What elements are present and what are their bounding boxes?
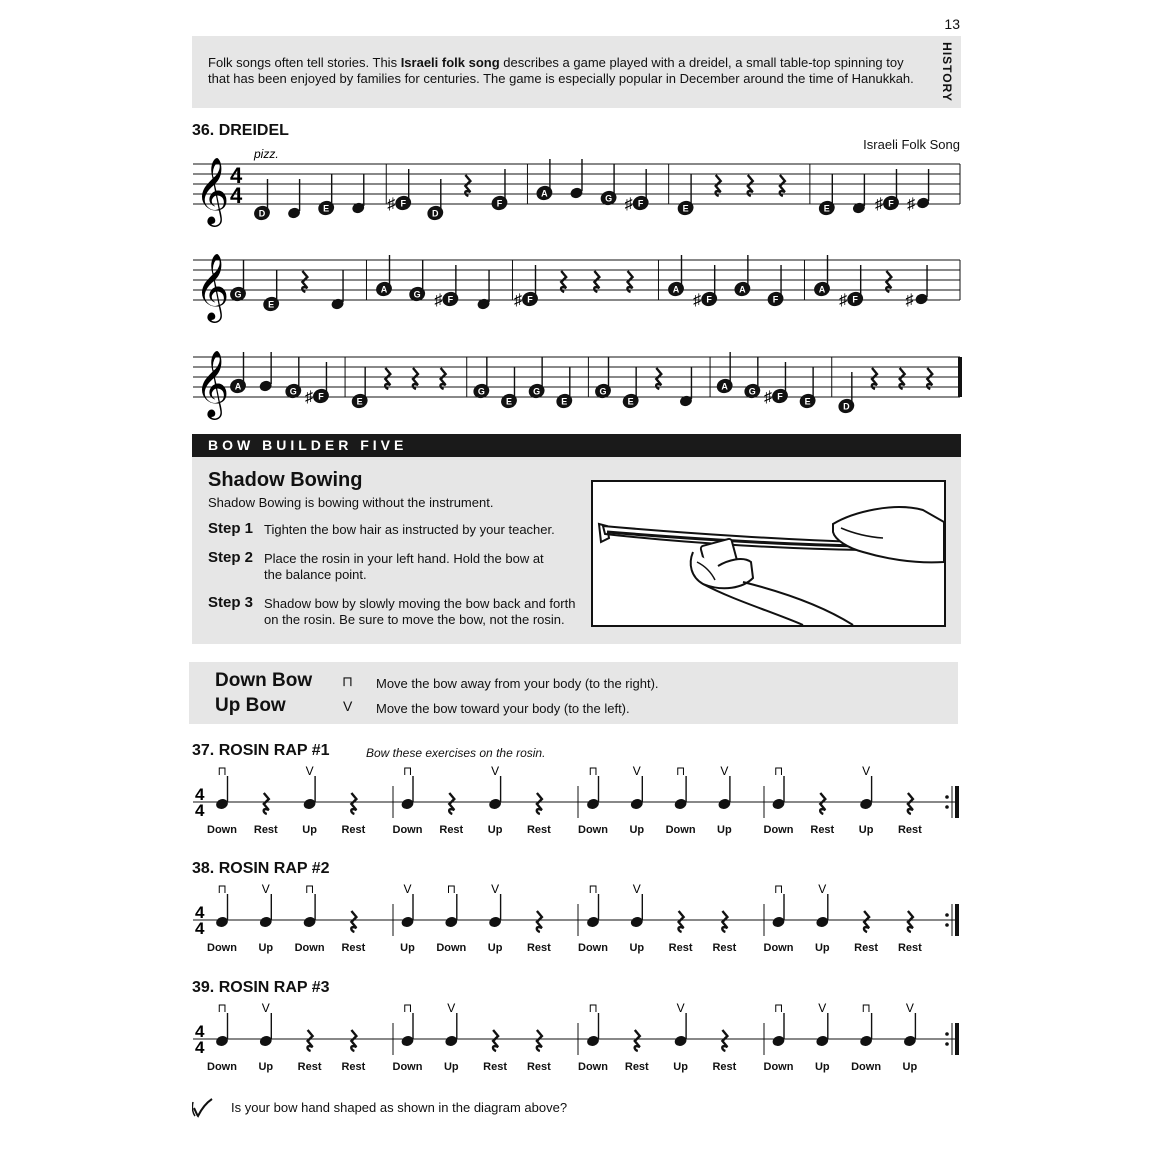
quarter-rest [594,271,599,292]
up-bow-icon: V [261,1001,270,1015]
note-letter: F [706,294,712,305]
quarter-rest [908,793,913,814]
quarter-rest [927,368,932,389]
staff-system [193,158,960,227]
beat-label: Down [207,1061,237,1073]
shadow-bowing-intro: Shadow Bowing is bowing without the instrument. [208,495,494,510]
quarter-rest [351,1030,356,1051]
step-1-label: Step 1 [208,520,254,537]
beat-label: Down [436,942,467,954]
rosin-rap-scores [0,740,1152,1100]
quarter-rest [307,1030,312,1051]
quarter-rest [656,368,661,389]
beat-label: Down [763,942,794,954]
time-signature-top: 4 [195,1022,205,1041]
exercise-38-title: 38. ROSIN RAP #2 [192,860,330,877]
beat-label: Up [717,824,732,836]
step-3-text: Shadow bow by slowly moving the bow back and forth on the rosin. Be sure to move the bow, not the rosin. [264,596,576,627]
note-letter: F [447,294,454,305]
quarter-rest [900,368,905,389]
beat-label: Rest [897,824,922,836]
up-bow-icon: V [818,882,827,896]
staff-system [193,351,960,420]
down-bow-icon: ⊓ [402,764,413,778]
sharp-icon: ♯ [514,292,522,309]
step-2-text: Place the rosin in your left hand. Hold the bow at the balance point. [264,551,544,582]
note-letter: A [541,188,548,199]
down-bow-icon: ⊓ [773,764,784,778]
sharp-icon: ♯ [693,292,702,309]
beat-label: Up [814,942,830,954]
up-bow-icon: V [491,764,500,778]
up-bow-icon: V [905,1001,914,1015]
beat-label: Rest [624,1061,649,1073]
note-letter: E [323,203,330,214]
rhythm-staff [193,764,958,820]
down-bow-icon: ⊓ [861,1001,871,1015]
beat-label: Rest [483,1061,508,1073]
down-bow-icon: ⊓ [217,1001,227,1015]
page-number: 13 [944,16,960,32]
repeat-dot [945,795,949,799]
quarter-rest [493,1030,498,1051]
beat-label: Up [487,942,503,954]
shadow-bowing-illustration [591,480,946,627]
note-letter: G [599,386,607,397]
note-letter: G [748,386,756,397]
beat-label: Down [207,942,237,954]
beat-label: Rest [439,824,464,836]
bowing-legend-box [189,662,958,724]
up-bow-icon: V [403,882,412,896]
beat-label: Down [207,824,237,836]
quarter-rest [635,1030,640,1051]
repeat-dot [945,923,949,927]
down-bow-icon: ⊓ [588,1001,598,1015]
note-letter: F [400,198,406,209]
note-letter: A [721,381,728,392]
note-letter: A [739,284,746,295]
up-bow-icon: V [447,1001,456,1015]
note-letter: G [477,386,485,397]
pizz-marking: pizz. [254,147,279,161]
note-letter: E [804,396,811,407]
up-bow-icon: V [305,764,314,778]
up-bow-icon: V [818,1001,827,1015]
quarter-rest [440,368,445,389]
time-signature-bottom: 4 [195,801,205,820]
exercise-37-title: 37. ROSIN RAP #1 [192,742,330,759]
quarter-rest [537,911,542,932]
treble-clef-icon: 𝄞 [195,158,230,223]
up-bow-icon: V [632,764,641,778]
quarter-rest [716,175,721,196]
quarter-rest [351,793,356,814]
sharp-icon: ♯ [839,292,848,309]
note-letter: A [234,381,242,392]
time-signature-top: 4 [195,903,205,922]
note-letter: F [318,391,324,402]
up-bow-icon: V [720,764,729,778]
time-signature-bottom: 4 [195,919,205,938]
beat-label: Rest [854,942,879,954]
song-title: 36. DREIDEL [192,122,289,139]
repeat-dot [945,913,949,917]
down-bow-icon: ⊓ [304,882,315,896]
beat-label: Rest [712,1061,737,1073]
beat-label: Down [294,942,325,954]
quarter-rest [678,911,683,932]
checklist-question: Is your bow hand shaped as shown in the diagram above? [231,1100,568,1115]
bow-builder-bar-label: BOW BUILDER FIVE [208,437,408,453]
beat-label: Rest [526,824,551,836]
quarter-rest [722,1030,727,1051]
down-bow-symbol: ⊓ [342,673,353,689]
sharp-icon: ♯ [624,196,633,213]
quarter-rest [908,911,913,932]
quarter-rest [820,793,825,814]
note-letter: F [888,198,894,209]
note-letter: F [496,198,503,209]
repeat-dot [945,1042,949,1046]
note-letter: D [843,401,850,412]
quarter-rest [627,271,632,292]
beat-label: Down [392,824,423,836]
beat-label: Up [629,824,645,836]
down-bow-description: Move the bow away from your body (to the right). [376,676,659,691]
dreidel-score [0,0,1152,430]
note-letter: F [527,294,533,305]
treble-clef-icon: 𝄞 [195,351,230,416]
beat-label: Up [302,824,317,836]
time-signature-top: 4 [230,163,243,188]
repeat-dot [945,805,949,809]
note-letter: G [413,289,421,300]
down-bow-label: Down Bow [215,670,313,691]
note-letter: A [672,284,680,295]
down-bow-icon: ⊓ [588,882,598,896]
quarter-rest [449,793,454,814]
time-signature-bottom: 4 [195,1038,205,1057]
down-bow-icon: ⊓ [675,764,686,778]
note-letter: E [505,396,512,407]
beat-label: Up [858,824,874,836]
exercise-39-title: 39. ROSIN RAP #3 [192,979,330,996]
down-bow-icon: ⊓ [588,764,598,778]
down-bow-icon: ⊓ [402,1001,413,1015]
beat-label: Down [851,1061,882,1073]
beat-label: Rest [341,1061,366,1073]
history-tab-label: HISTORY [940,42,954,102]
sharp-icon: ♯ [905,292,914,309]
beat-label: Up [258,1061,274,1073]
note-letter: E [561,396,568,407]
quarter-rest [465,175,470,196]
history-text-part: Folk songs often tell stories. This [208,55,401,70]
rhythm-staff [193,882,958,938]
quarter-rest [385,368,390,389]
quarter-rest [302,271,307,292]
time-signature-bottom: 4 [230,183,243,208]
beat-label: Up [629,942,645,954]
down-bow-icon: ⊓ [217,764,227,778]
beat-label: Rest [253,824,278,836]
beat-label: Rest [712,942,737,954]
beat-label: Down [763,824,794,836]
beat-label: Up [400,942,415,954]
down-bow-icon: ⊓ [773,1001,784,1015]
note-letter: G [533,386,541,397]
note-letter: E [268,299,275,310]
beat-label: Down [392,1061,423,1073]
treble-clef-icon: 𝄞 [195,254,230,319]
note-letter: E [627,396,634,407]
down-bow-icon: ⊓ [446,882,456,896]
rhythm-staff [193,1001,958,1057]
beat-label: Rest [668,942,693,954]
step-2-label: Step 2 [208,549,254,566]
note-letter: E [823,203,830,214]
down-bow-icon: ⊓ [217,882,227,896]
up-bow-icon: V [632,882,641,896]
quarter-rest [351,911,356,932]
checkmark-icon [192,1098,214,1118]
beat-label: Rest [526,942,551,954]
quarter-rest [780,175,785,196]
quarter-rest [537,793,542,814]
shadow-bowing-title: Shadow Bowing [208,469,363,491]
bow-builder-bar [192,434,961,457]
staff-system [193,254,960,323]
beat-label: Down [578,942,608,954]
beat-label: Rest [810,824,835,836]
note-letter: D [432,208,439,219]
time-signature-top: 4 [195,785,205,804]
sharp-icon: ♯ [874,196,883,213]
note-letter: F [852,294,858,305]
beat-label: Rest [341,942,366,954]
beat-label: Down [578,1061,608,1073]
up-bow-icon: V [261,882,270,896]
exercise-37-subtitle: Bow these exercises on the rosin. [366,746,546,760]
note-letter: E [356,396,363,407]
down-bow-icon: ⊓ [773,882,784,896]
quarter-rest [561,271,566,292]
beat-label: Down [665,824,696,836]
quarter-rest [537,1030,542,1051]
history-text-part: describes a game played with a dreidel, a small table-top spinning toy that has been enjoyed by families for centuries. The game is especially popular in December around the time of Hanukkah. [208,55,914,86]
note-letter: G [605,193,613,204]
up-bow-label: Up Bow [215,695,286,716]
note-letter: A [380,284,388,295]
beat-label: Rest [341,824,366,836]
sharp-icon: ♯ [434,292,443,309]
quarter-rest [864,911,869,932]
history-text-bold: Israeli folk song [400,55,500,70]
beat-label: Up [902,1061,918,1073]
quarter-rest [413,368,418,389]
beat-label: Up [487,824,503,836]
composer: Israeli Folk Song [863,137,960,152]
up-bow-icon: V [676,1001,685,1015]
sharp-icon: ♯ [387,196,396,213]
repeat-dot [945,1032,949,1036]
note-letter: F [637,198,644,209]
beat-label: Up [814,1061,830,1073]
quarter-rest [886,271,891,292]
beat-label: Rest [526,1061,551,1073]
beat-label: Up [673,1061,688,1073]
shadow-bowing-box [192,457,961,644]
step-3-label: Step 3 [208,594,254,611]
beat-label: Rest [897,942,922,954]
note-letter: G [234,289,242,300]
sharp-icon: ♯ [304,389,313,406]
note-letter: D [258,208,266,219]
beat-label: Rest [297,1061,322,1073]
up-bow-description: Move the bow toward your body (to the left). [376,701,630,716]
up-bow-icon: V [862,764,871,778]
beat-label: Down [763,1061,794,1073]
note-letter: A [818,284,826,295]
beat-label: Down [578,824,608,836]
up-bow-symbol: V [343,698,353,714]
quarter-rest [722,911,727,932]
beat-label: Up [258,942,274,954]
up-bow-icon: V [491,882,500,896]
note-letter: F [772,294,779,305]
sharp-icon: ♯ [907,196,916,213]
quarter-rest [748,175,753,196]
step-1-text: Tighten the bow hair as instructed by your teacher. [264,522,555,537]
quarter-rest [264,793,269,814]
note-letter: F [777,391,783,402]
quarter-rest [872,368,877,389]
sharp-icon: ♯ [763,389,772,406]
note-letter: E [682,203,689,214]
beat-label: Up [443,1061,459,1073]
note-letter: G [289,386,297,397]
